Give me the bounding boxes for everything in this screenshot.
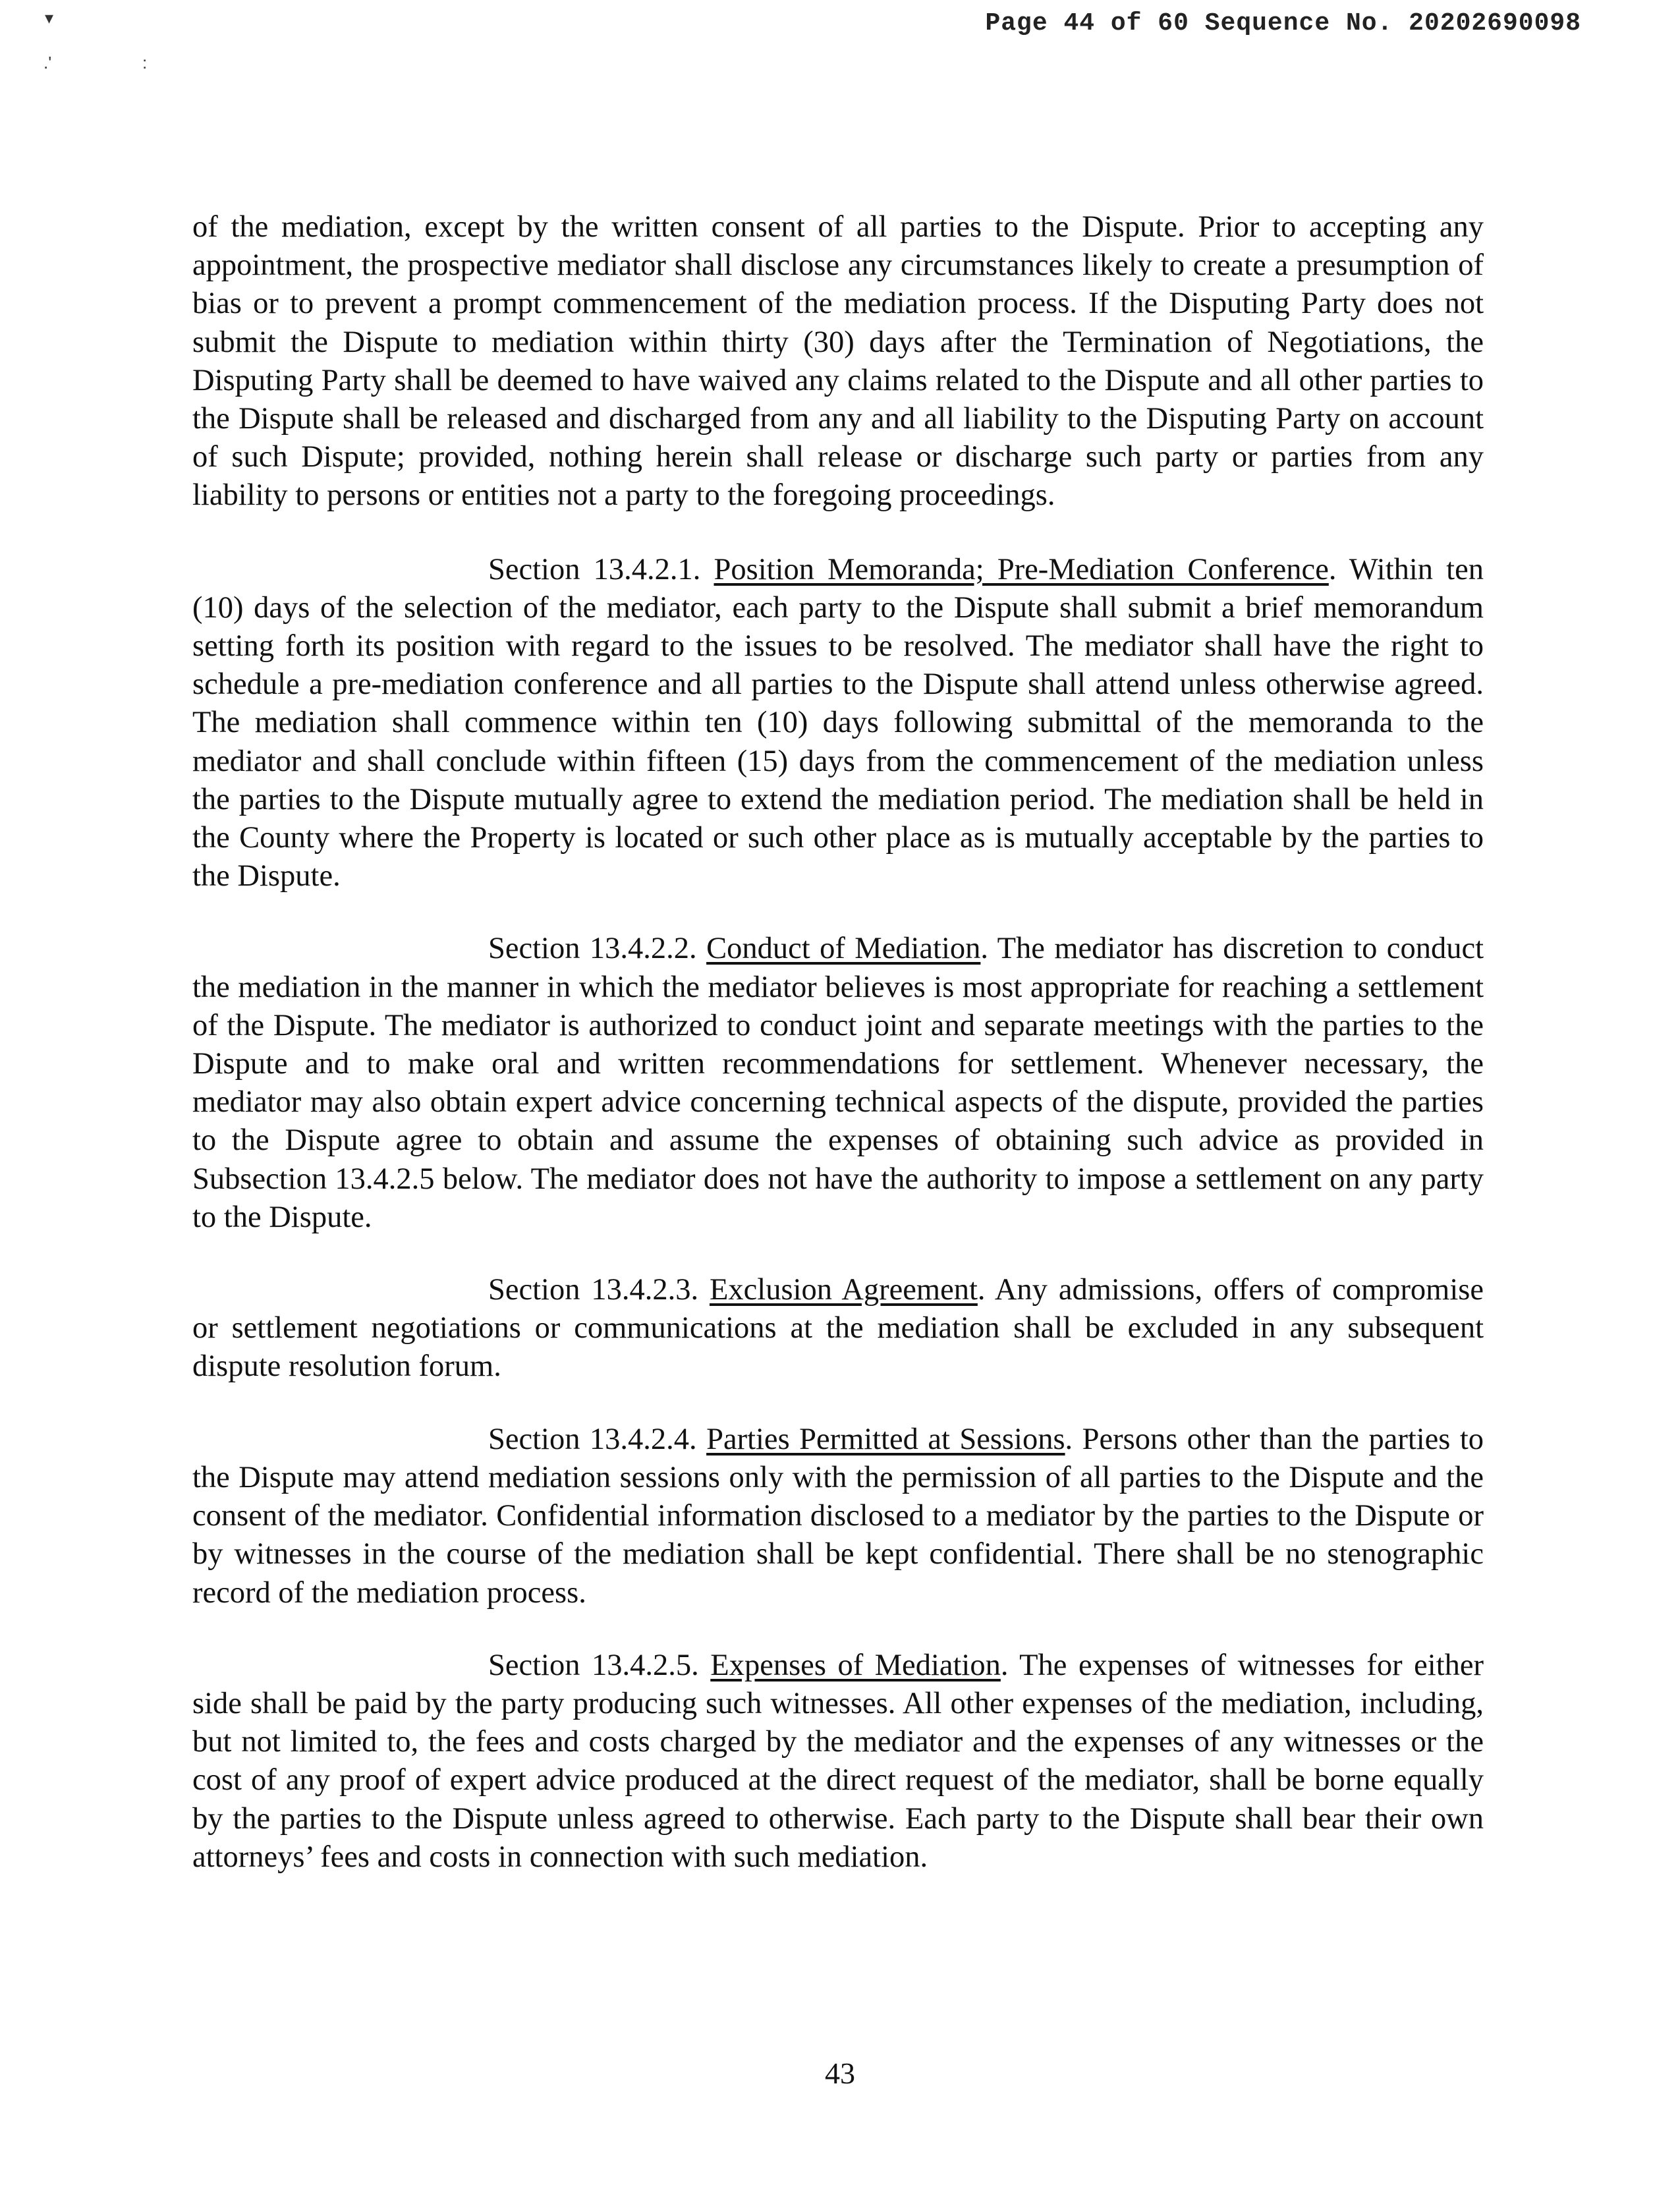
section-text: The mediator has discretion to conduct the mediation in the manner in which the mediator believes is most appropriate for reaching a settlement of the Dispute. The mediator is authorized to conduct joint and separate meetings with the parties to the Dispute and to make oral and written recommendations for settlement. Whenever necessary, the mediator may also obtain expert advice concerning technical aspects of the dispute, provided the parties to the Dispute agree to obtain and assume the expenses of obtaining such advice as provided in Subsection 13.4.2.5 below. The mediator does not have the authority to impose a settlement on any party to the Dispute. xyxy=(192,932,1484,1234)
section-13-4-2-1: Section 13.4.2.1. Position Memoranda; Pre-Mediation Conference. Within ten (10) days of the selection of the mediator, each party to the Dispute shall submit a brief memorandum setting forth its position with regard to the issues to be resolved. The mediator shall have the right to schedule a pre-mediation conference and all parties to the Dispute shall attend unless otherwise agreed. The mediation shall commence within ten (10) days following submittal of the memoranda to the mediator and shall conclude within fifteen (15) days from the commencement of the mediation unless the parties to the Dispute mutually agree to extend the mediation period. The mediation shall be held in the County where the Property is located or such other place as is mutually acceptable by the parties to the Dispute. xyxy=(192,552,1484,893)
continuation-paragraph: of the mediation, except by the written consent of all parties to the Dispute. Prior to accepting any appointment, the prospective mediator shall disclose any circumstances likely to create a presumption of bias or to prevent a prompt commencement of the mediation process. If the Disputing Party does not submit the Dispute to mediation within thirty (30) days after the Termination of Negotiations, the Disputing Party shall be deemed to have waived any claims related to the Dispute and all other parties to the Dispute shall be released and discharged from any and all liability to the Disputing Party on account of such Dispute; provided, nothing herein shall release or discharge such party or parties from any liability to persons or entities not a party to the foregoing proceedings. xyxy=(192,210,1484,513)
section-text: Any admissions, offers of compromise or settlement negotiations or communications at the mediation shall be excluded in any subsequent dispute resolution forum. xyxy=(192,1273,1484,1384)
section-13-4-2-5: Section 13.4.2.5. Expenses of Mediation. The expenses of witnesses for either side shall be paid by the party producing such witnesses. All other expenses of the mediation, including, but not limited to, the fees and costs charged by the mediator and the expenses of any witnesses or the cost of any proof of expert advice produced at the direct request of the mediator, shall be borne equally by the parties to the Dispute unless agreed to otherwise. Each party to the Dispute shall bear their own attorneys’ fees and costs in connection with such mediation. xyxy=(192,1648,1484,1874)
section-text: Within ten (10) days of the selection of the mediator, each party to the Dispute shall submit a brief memorandum setting forth its position with regard to the issues to be resolved. The mediator shall have the right to schedule a pre-mediation conference and all parties to the Dispute shall attend unless otherwise agreed. The mediation shall commence within ten (10) days following submittal of the memoranda to the mediator and shall conclude within fifteen (15) days from the commencement of the mediation unless the parties to the Dispute mutually agree to extend the mediation period. The mediation shall be held in the County where the Property is located or such other place as is mutually acceptable by the parties to the Dispute. xyxy=(192,552,1484,893)
page-sequence-stamp: Page 44 of 60 Sequence No. 20202690098 xyxy=(985,9,1581,38)
scan-mark-right: : xyxy=(142,53,148,72)
page-number: 43 xyxy=(825,2056,855,2090)
section-title: Conduct of Mediation xyxy=(706,932,981,966)
section-title: Exclusion Agreement xyxy=(710,1273,978,1307)
scan-mark-left: .' xyxy=(43,53,52,72)
section-text: The expenses of witnesses for either side shall be paid by the party producing such witnesses. All other expenses of the mediation, including, but not limited to, the fees and costs charged by the mediator and the expenses of any witnesses or the cost of any proof of expert advice produced at the direct request of the mediator, shall be borne equally by the parties to the Dispute unless agreed to otherwise. Each party to the Dispute shall bear their own attorneys’ fees and costs in connection with such mediation. xyxy=(192,1648,1484,1874)
section-text: Persons other than the parties to the Dispute may attend mediation sessions only with the permission of all parties to the Dispute and the consent of the mediator. Confidential information disclosed to a mediator by the parties to the Dispute or by witnesses in the course of the mediation shall be kept confidential. There shall be no stenographic record of the mediation process. xyxy=(192,1422,1484,1610)
section-number: Section 13.4.2.2. xyxy=(488,932,697,966)
section-title: Position Memoranda; Pre-Mediation Conference xyxy=(714,552,1329,586)
section-number: Section 13.4.2.4. xyxy=(488,1422,697,1456)
section-13-4-2-2: Section 13.4.2.2. Conduct of Mediation. The mediator has discretion to conduct the mediation in the manner in which the mediator believes is most appropriate for reaching a settlement of the Dispute. The mediator is authorized to conduct joint and separate meetings with the parties to the Dispute and to make oral and written recommendations for settlement. Whenever necessary, the mediator may also obtain expert advice concerning technical aspects of the dispute, provided the parties to the Dispute agree to obtain and assume the expenses of obtaining such advice as provided in Subsection 13.4.2.5 below. The mediator does not have the authority to impose a settlement on any party to the Dispute. xyxy=(192,932,1484,1234)
section-number: Section 13.4.2.5. xyxy=(488,1648,699,1682)
section-13-4-2-3: Section 13.4.2.3. Exclusion Agreement. Any admissions, offers of compromise or settlement negotiations or communications at the mediation shall be excluded in any subsequent dispute resolution forum. xyxy=(192,1273,1484,1384)
section-number: Section 13.4.2.3. xyxy=(488,1273,699,1307)
document-body xyxy=(192,208,1484,1877)
section-13-4-2-4: Section 13.4.2.4. Parties Permitted at Sessions. Persons other than the parties to the Dispute may attend mediation sessions only with the permission of all parties to the Dispute and the consent of the mediator. Confidential information disclosed to a mediator by the parties to the Dispute or by witnesses in the course of the mediation shall be kept confidential. There shall be no stenographic record of the mediation process. xyxy=(192,1422,1484,1610)
section-title: Expenses of Mediation xyxy=(710,1648,1001,1682)
section-title: Parties Permitted at Sessions xyxy=(706,1422,1065,1456)
section-number: Section 13.4.2.1. xyxy=(488,552,701,586)
scan-mark-top: ▾ xyxy=(45,8,54,28)
